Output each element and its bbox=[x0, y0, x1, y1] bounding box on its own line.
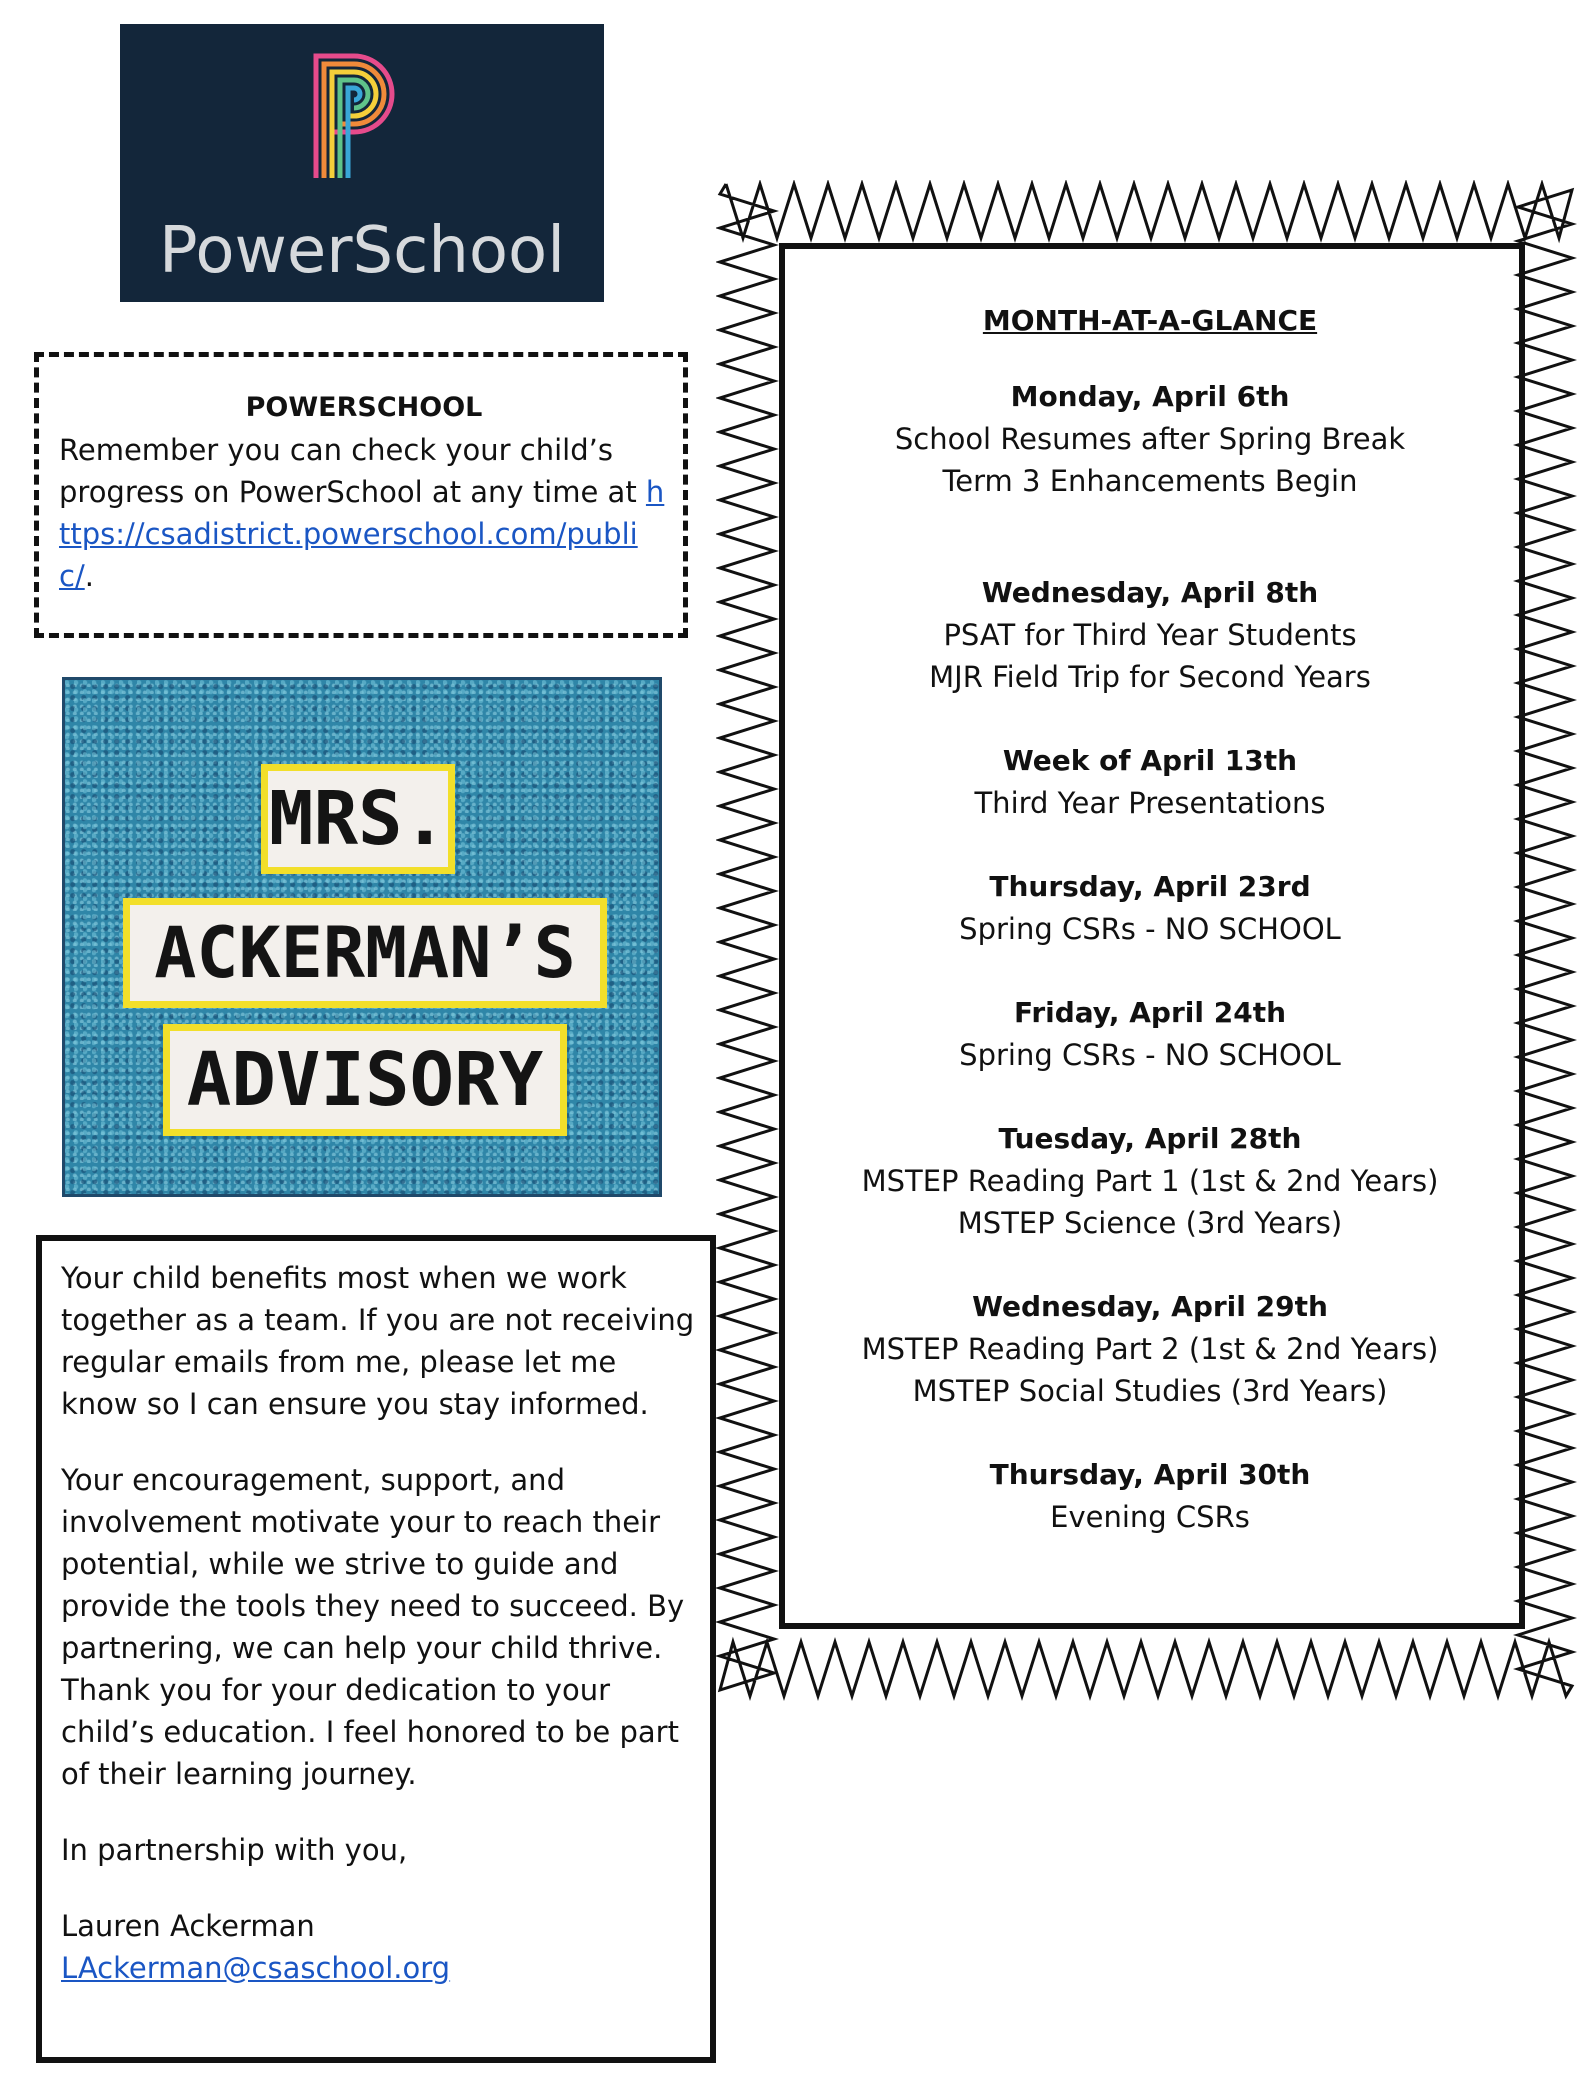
letter-paragraph-1: Your child benefits most when we work together as a team. If you are not receiving regular emails from me, please let me know so I can ensure you stay informed. bbox=[61, 1261, 695, 1421]
letter-closing: In partnership with you, bbox=[61, 1833, 408, 1867]
letter-email-link[interactable]: LAckerman@csaschool.org bbox=[61, 1951, 451, 1985]
event-item bbox=[790, 740, 1510, 824]
event-line: Spring CSRs - NO SCHOOL bbox=[959, 1038, 1341, 1072]
event-date: Week of April 13th bbox=[1002, 744, 1298, 777]
powerschool-p-logo-icon bbox=[310, 50, 414, 182]
event-line: PSAT for Third Year Students bbox=[943, 618, 1357, 652]
event-line: MJR Field Trip for Second Years bbox=[929, 660, 1371, 694]
event-item bbox=[790, 572, 1510, 698]
event-line: Spring CSRs - NO SCHOOL bbox=[959, 912, 1341, 946]
event-date: Tuesday, April 28th bbox=[998, 1122, 1302, 1155]
powerschool-logo bbox=[120, 24, 604, 302]
event-date: Monday, April 6th bbox=[1010, 380, 1290, 413]
powerschool-description: Remember you can check your child’s progress on PowerSchool at any time at bbox=[59, 433, 637, 509]
event-date: Thursday, April 23rd bbox=[989, 870, 1311, 903]
event-line: School Resumes after Spring Break bbox=[894, 422, 1406, 456]
event-item bbox=[790, 1454, 1510, 1538]
event-line: MSTEP Reading Part 2 (1st & 2nd Years) bbox=[861, 1332, 1439, 1366]
powerschool-period: . bbox=[84, 559, 94, 593]
event-line: MSTEP Reading Part 1 (1st & 2nd Years) bbox=[861, 1164, 1439, 1198]
month-at-a-glance-title: MONTH-AT-A-GLANCE bbox=[982, 304, 1318, 337]
event-line: MSTEP Social Studies (3rd Years) bbox=[912, 1374, 1388, 1408]
event-item bbox=[790, 1286, 1510, 1412]
powerschool-reminder-box bbox=[34, 352, 688, 638]
event-item bbox=[790, 992, 1510, 1076]
letter-paragraph-2: Your encouragement, support, and involvement motivate your to reach their potential, while we strive to guide and provide the tools they need to succeed. By partnering, we can help your child thrive. Thank you for your dedication to your child’s education. I feel honored to be part of their learning journey. bbox=[61, 1463, 685, 1791]
parent-letter-box bbox=[36, 1235, 716, 2063]
advisory-plaque-ackermans: ACKERMAN’S bbox=[123, 898, 607, 1008]
advisory-plaque-advisory: ADVISORY bbox=[163, 1024, 567, 1136]
event-item bbox=[790, 376, 1510, 502]
powerschool-link[interactable]: https://csadistrict.powerschool.com/public/ bbox=[59, 475, 665, 593]
event-line: Evening CSRs bbox=[1050, 1500, 1250, 1534]
advisory-plaque-mrs: MRS. bbox=[261, 764, 455, 874]
event-line: Term 3 Enhancements Begin bbox=[942, 464, 1358, 498]
event-item bbox=[790, 866, 1510, 950]
event-item bbox=[790, 1118, 1510, 1244]
advisory-banner-image bbox=[62, 677, 662, 1197]
logo-brand-text: PowerSchool bbox=[159, 214, 565, 288]
event-line: MSTEP Science (3rd Years) bbox=[957, 1206, 1343, 1240]
event-date: Friday, April 24th bbox=[1013, 996, 1287, 1029]
event-line: Third Year Presentations bbox=[974, 786, 1326, 820]
powerschool-title: POWERSCHOOL bbox=[245, 392, 483, 423]
event-date: Wednesday, April 29th bbox=[972, 1290, 1328, 1323]
month-at-a-glance bbox=[790, 300, 1510, 1580]
letter-signature-name: Lauren Ackerman bbox=[61, 1909, 315, 1943]
powerschool-text bbox=[59, 429, 669, 597]
event-date: Thursday, April 30th bbox=[989, 1458, 1311, 1491]
event-date: Wednesday, April 8th bbox=[981, 576, 1319, 609]
